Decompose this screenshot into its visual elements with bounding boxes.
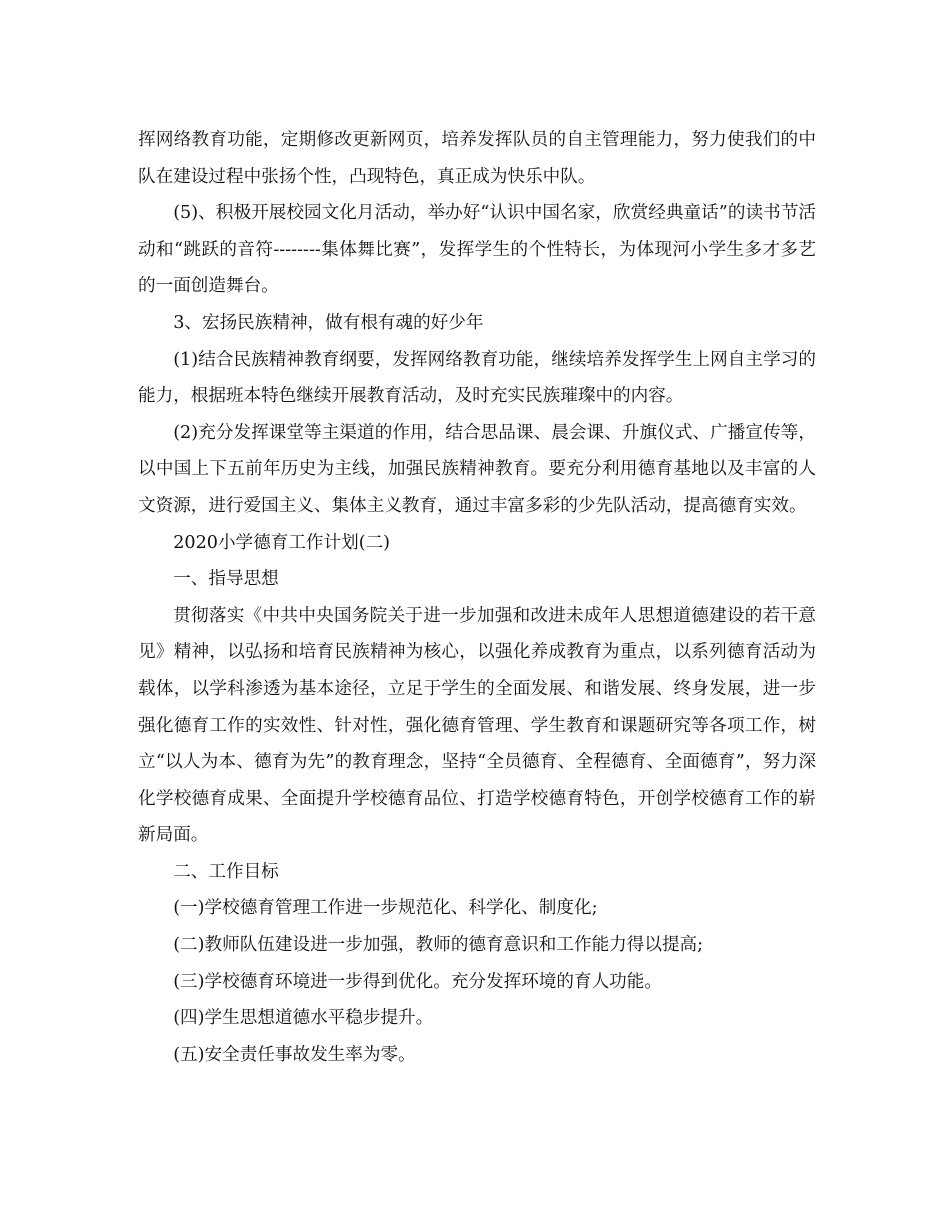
goal-item-3: (三)学校德育环境进一步得到优化。充分发挥环境的育人功能。 <box>173 971 662 992</box>
heading-work-goals: 二、工作目标 <box>173 861 279 882</box>
goal-item-2: (二)教师队伍建设进一步加强，教师的德育意识和工作能力得以提高; <box>173 935 704 956</box>
document-page <box>138 122 816 1073</box>
goal-item-1: (一)学校德育管理工作进一步规范化、科学化、制度化; <box>173 898 598 919</box>
goal-item-4: (四)学生思想道德水平稳步提升。 <box>173 1008 434 1029</box>
heading-guiding-ideology: 一、指导思想 <box>173 569 279 590</box>
paragraph-classroom-channel: (2)充分发挥课堂等主渠道的作用，结合思品课、晨会课、升旗仪式、广播宣传等，以中国上下五前年历史为主线，加强民族精神教育。要充分利用德育基地以及丰富的人文资源，进行爱国主义、集体主义教育，通过丰富多彩的少先队活动，提高德育实效。 <box>138 422 816 516</box>
paragraph-network-education: 挥网络教育功能，定期修改更新网页，培养发挥队员的自主管理能力，努力使我们的中队在建设过程中张扬个性，凸现特色，真正成为快乐中队。 <box>138 130 816 187</box>
paragraph-culture-month: (5)、积极开展校园文化月活动，举办好“认识中国名家，欣赏经典童话”的读书节活动和“跳跃的音符--------集体舞比赛”，发挥学生的个性特长，为体现河小学生多才多艺的一面创造舞台。 <box>138 203 816 297</box>
goal-item-5: (五)安全责任事故发生率为零。 <box>173 1044 416 1065</box>
paragraph-spirit-outline: (1)结合民族精神教育纲要，发挥网络教育功能，继续培养发挥学生上网自主学习的能力，根据班本特色继续开展教育活动，及时充实民族璀璨中的内容。 <box>138 349 816 407</box>
heading-national-spirit: 3、宏扬民族精神，做有根有魂的好少年 <box>173 312 484 333</box>
section-title-plan-two: 2020小学德育工作计划(二) <box>173 532 391 553</box>
paragraph-guiding-ideology: 贯彻落实《中共中央国务院关于进一步加强和改进未成年人思想道德建设的若干意见》精神，以弘扬和培育民族精神为核心，以强化养成教育为重点，以系列德育活动为载体，以学科渗透为基本途径，立足于学生的全面发展、和谐发展、终身发展，进一步强化德育工作的实效性、针对性，强化德育管理、学生教育和课题研究等各项工作，树立“以人为本、德育为先”的教育理念，坚持“全员德育、全程德育、全面德育”，努力深化学校德育成果、全面提升学校德育品位、打造学校德育特色，开创学校德育工作的崭新局面。 <box>138 605 816 846</box>
